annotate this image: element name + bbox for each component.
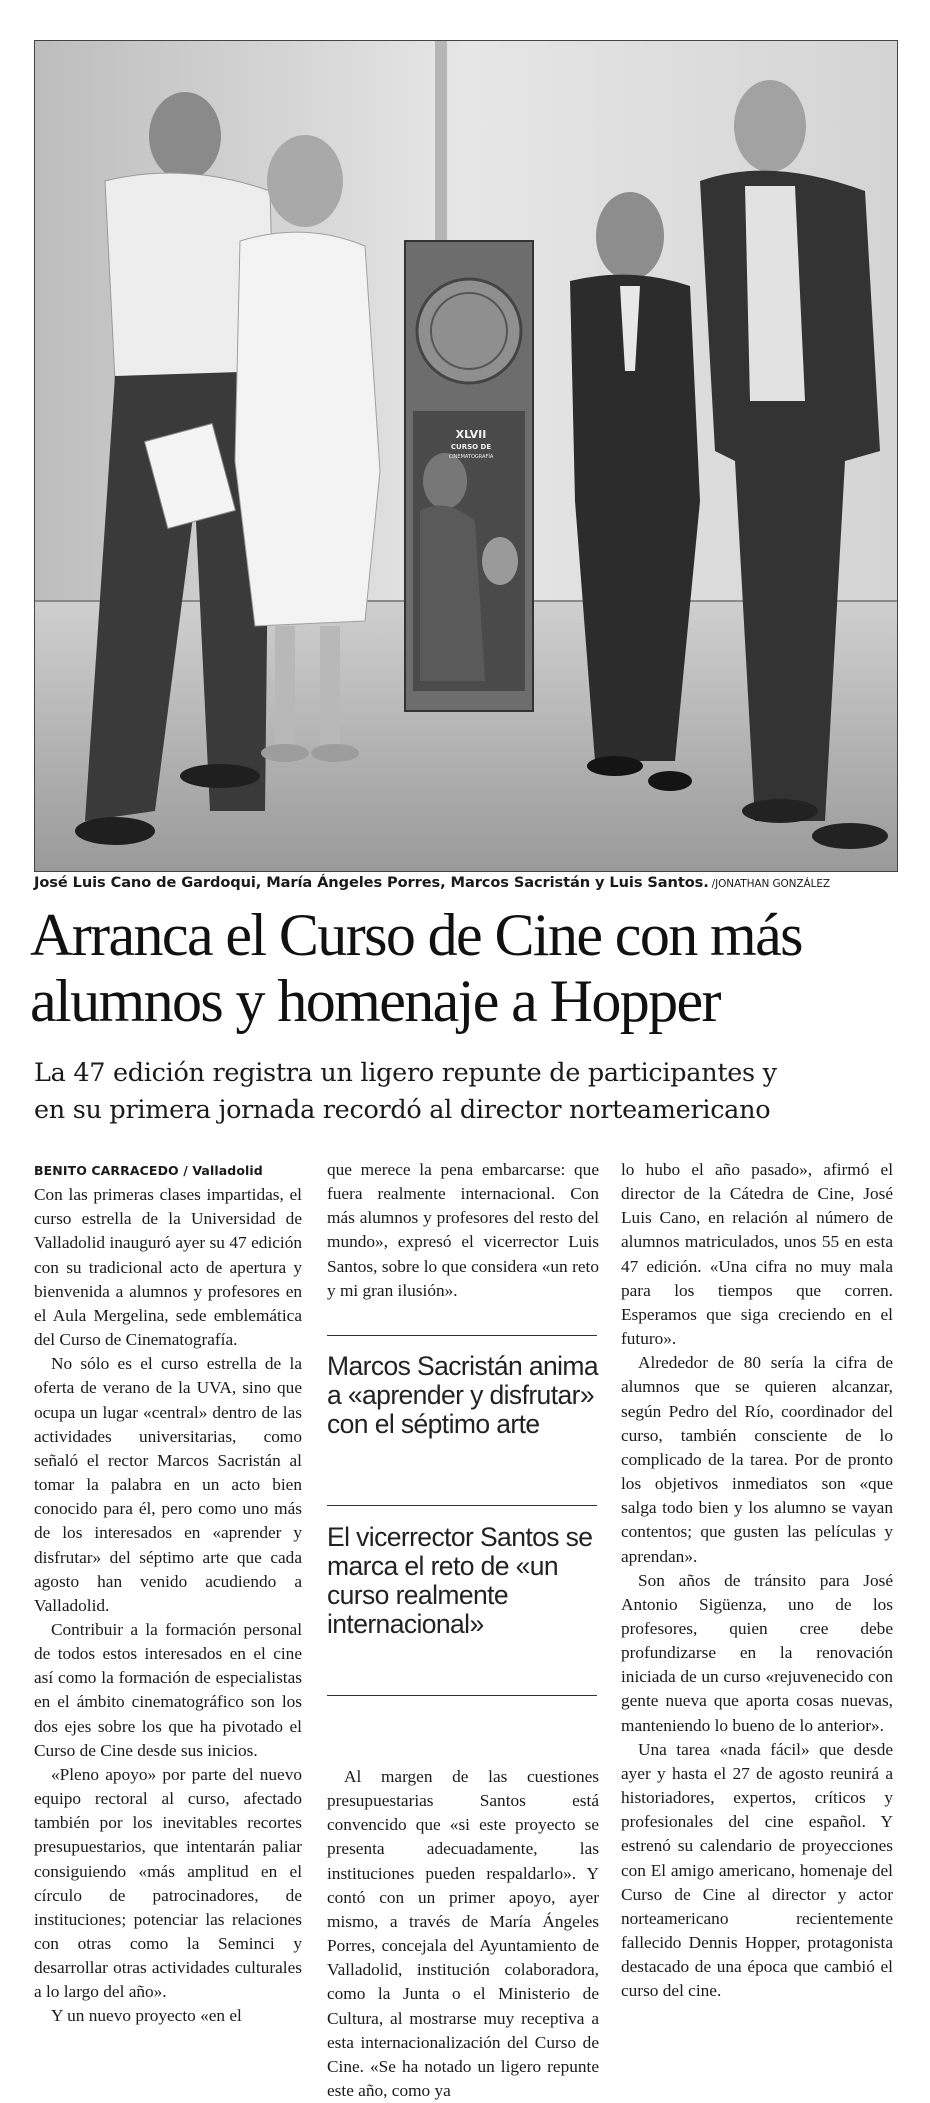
photo-credit: /JONATHAN GONZÁLEZ (711, 878, 830, 890)
paragraph: No sólo es el curso estrella de la oferta de verano de la UVA, sino que ocupa un lugar «central» dentro de las actividades universitarias, como señaló el rector Marcos Sacristán al tomar la palabra en un acto bien conocido para él, pero como uno más de los interesados en «aprender y disfrutar» del séptimo arte que cada agosto han venido acudiendo a Valladolid. (34, 1354, 302, 1615)
headline-line-1: Arranca el Curso de Cine con más (30, 902, 802, 968)
paragraph: BENITO CARRACEDO / Valladolid Con las primeras clases impartidas, el curso estrella de la Universidad de Valladolid inauguró ayer su 47 edición con su tradicional acto de apertura y bienvenida a alumnos y profesores en el Aula Mergelina, sede emblemática del Curso de Cinematografía. (34, 1163, 302, 1350)
headline (30, 902, 910, 1034)
paragraph: Y un nuevo proyecto «en el (51, 2006, 242, 2026)
pullquote-1: Marcos Sacristán anima a «aprender y disfrutar» con el séptimo arte (327, 1351, 599, 1439)
paragraph: Al margen de las cuestiones presupuestarias Santos está convencido que «si este proyecto se presenta adecuadamente, las instituciones pueden respaldarlo». Y contó con un primer apoyo, ayer mismo, a través de María Ángeles Porres, concejala del Ayuntamiento de Valladolid, institución colaboradora, como la Junta o el Ministerio de Cultura, al mostrarse muy receptiva a esta internacionalización del Curso de Cine. «Se ha notado un ligero repunte este año, como ya (327, 1767, 599, 2101)
paragraph: que merece la pena embarcarse: que fuera realmente internacional. Con más alumnos y profesores del resto del mundo», expresó el vicerrector Luis Santos, sobre lo que considera «un reto y mi gran ilusión». (327, 1160, 599, 1300)
paragraph: Alrededor de 80 sería la cifra de alumnos que se quieren alcanzar, según Pedro del Río, coordinador del curso, también consciente de lo complicado de la tarea. Por de pronto los objetivos inmediatos son «que salga todo bien y los alumno se vayan contentos; que gusten las películas y aprendan». (621, 1353, 893, 1566)
poster-line1: CURSO DE (450, 443, 492, 451)
article-column-2-bottom (327, 1765, 599, 2103)
poster-number: XLVII (455, 428, 487, 441)
caption-text: José Luis Cano de Gardoqui, María Ángeles Porres, Marcos Sacristán y Luis Santos. (34, 874, 709, 891)
news-photo (34, 40, 898, 872)
paragraph: Son años de tránsito para José Antonio Sigüenza, uno de los profesores, quien cree debe profundizarse en la renovación iniciada de un curso «rejuvenecido con gente nueva que aporta cosas nuevas, manteniendo lo bueno de lo anterior». (621, 1570, 893, 1735)
divider (327, 1505, 597, 1506)
film-course-poster (405, 241, 533, 711)
paragraph: lo hubo el año pasado», afirmó el director de la Cátedra de Cine, José Luis Cano, en relación al número de alumnos matriculados, unos 55 en esta 47 edición. «Una cifra no muy mala para los tiempos que corren. Esperamos que siga creciendo en el futuro». (621, 1160, 893, 1349)
paragraph: Una tarea «nada fácil» que desde ayer y hasta el 27 de agosto reunirá a historiadores, expertos, críticos y profesionales del cine español. Y estrenó su calendario de proyecciones con El amigo americano, homenaje del Curso de Cine al director y actor norteamericano recientemente fallecido Dennis Hopper, protagonista destacado de una época que cambió el curso del cine. (621, 1739, 893, 2001)
poster-line2: CINEMATOGRAFÍA (448, 454, 494, 460)
divider (327, 1695, 597, 1696)
article-column-2-top (327, 1158, 599, 1303)
article-column-1 (34, 1158, 302, 2029)
subhead-line-2: en su primera jornada recordó al director norteamericano (34, 1095, 771, 1125)
subheadline (34, 1055, 914, 1129)
pullquote-2: El vicerrector Santos se marca el reto de «un curso realmente internacional» (327, 1522, 593, 1639)
paragraph: «Pleno apoyo» por parte del nuevo equipo rectoral al curso, afectado también por los inevitables recortes presupuestarios, que intentarán paliar consiguiendo «más amplitud en el círculo de patrocinadores, de instituciones; potenciar las relaciones con otras como la Seminci y desarrollar otras actividades culturales a lo largo del año». (34, 1764, 302, 2002)
paragraph: Contribuir a la formación personal de todos estos interesados en el cine así como la formación de especialistas en el ámbito cinematográfico son los dos ejes sobre los que ha pivotado el Curso de Cine desde sus inicios. (34, 1619, 302, 1760)
byline: BENITO CARRACEDO / Valladolid (34, 1163, 263, 1178)
divider (327, 1335, 597, 1336)
article-column-3 (621, 1158, 893, 2003)
headline-line-2: alumnos y homenaje a Hopper (30, 968, 720, 1034)
photo-caption (34, 874, 914, 891)
subhead-line-1: La 47 edición registra un ligero repunte de participantes y (34, 1058, 777, 1088)
